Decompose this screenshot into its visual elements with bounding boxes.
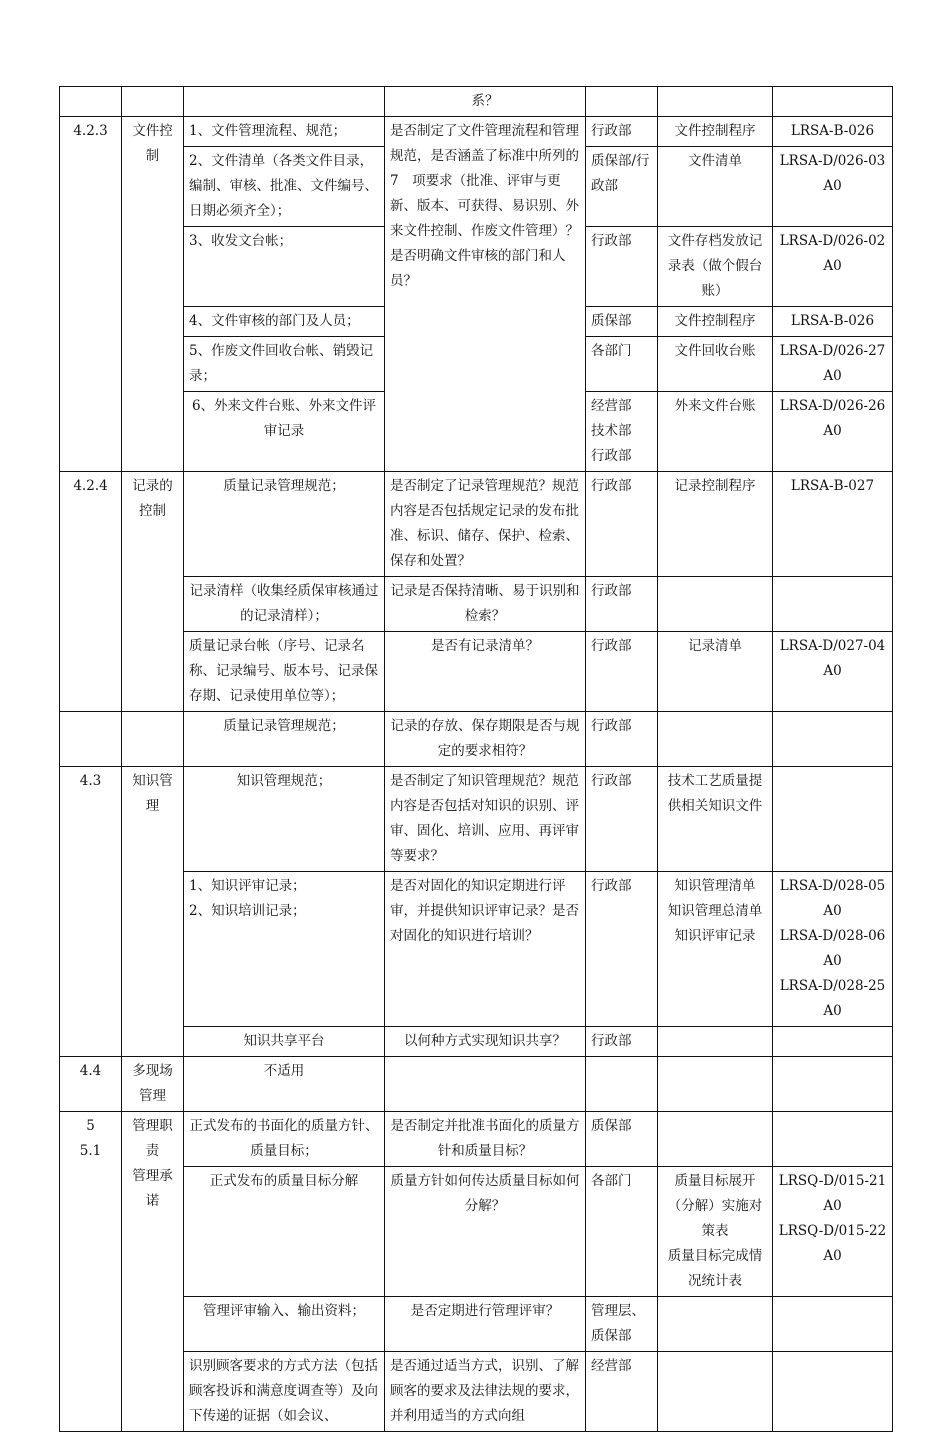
clause-item: 文件控制 — [122, 117, 184, 472]
department-cell: 行政部 — [586, 472, 658, 577]
clause-item — [122, 1112, 184, 1432]
clause-item: 多现场管理 — [122, 1057, 184, 1112]
clause-item-line: 管理职责 — [132, 1118, 173, 1159]
record-cell — [658, 577, 773, 632]
department-line: 行政部 — [591, 448, 632, 464]
table-row — [60, 712, 893, 767]
evidence-cell: 2、文件清单（各类文件目录，编制、审核、批准、文件编号、日期必须齐全）； — [184, 147, 385, 227]
clause-line: 5 — [86, 1118, 95, 1134]
question-cell: 是否制定了记录管理规范？规范内容是否包括规定记录的发布批准、标识、储存、保护、检索、保存和处置？ — [385, 472, 586, 577]
department-cell: 各部门 — [586, 337, 658, 392]
department-cell: 行政部 — [586, 1027, 658, 1057]
evidence-cell: 不适用 — [184, 1057, 385, 1112]
table-row — [60, 1112, 893, 1167]
clause-line: 5.1 — [79, 1143, 102, 1159]
evidence-cell: 3、收发文台帐； — [184, 227, 385, 307]
table-row — [60, 872, 893, 1027]
record-cell: 外来文件台账 — [658, 392, 773, 472]
record-line: 知识评审记录 — [674, 928, 756, 944]
department-cell: 行政部 — [586, 577, 658, 632]
question-cell: 系？ — [385, 87, 586, 117]
clause-item: 记录的控制 — [122, 472, 184, 712]
code-cell — [773, 872, 893, 1027]
evidence-cell: 质量记录台帐（序号、记录名称、记录编号、版本号、记录保存期、记录使用单位等）； — [184, 632, 385, 712]
evidence-cell: 正式发布的书面化的质量方针、质量目标； — [184, 1112, 385, 1167]
evidence-cell — [184, 872, 385, 1027]
clause-number: 4.3 — [60, 767, 122, 1057]
clause-item-line: 管理承诺 — [132, 1168, 173, 1209]
code-cell: LRSA-D/026-26 A0 — [773, 392, 893, 472]
evidence-cell: 质量记录管理规范； — [184, 712, 385, 767]
evidence-cell: 识别顾客要求的方式方法（包括顾客投诉和满意度调查等）及向下传递的证据（如会议、 — [184, 1352, 385, 1432]
department-cell: 行政部 — [586, 117, 658, 147]
evidence-line: 2、知识培训记录； — [189, 903, 306, 919]
code-cell — [773, 1167, 893, 1297]
table-row — [60, 767, 893, 872]
record-cell: 记录清单 — [658, 632, 773, 712]
department-cell: 行政部 — [586, 767, 658, 872]
code-line: LRSA-D/028-06 A0 — [779, 928, 886, 969]
department-cell: 管理层、质保部 — [586, 1297, 658, 1352]
department-cell: 经营部 — [586, 1352, 658, 1432]
question-cell: 质量方针如何传达质量目标如何分解？ — [385, 1167, 586, 1297]
record-line: 知识管理总清单 — [667, 903, 763, 919]
record-line: 质量目标完成情况统计表 — [667, 1248, 763, 1289]
code-cell: LRSA-D/026-03 A0 — [773, 147, 893, 227]
code-line: LRSQ-D/015-22 A0 — [778, 1223, 887, 1264]
question-cell: 是否对固化的知识定期进行评审，并提供知识评审记录？是否对固化的知识进行培训？ — [385, 872, 586, 1027]
code-cell — [773, 767, 893, 872]
department-cell — [586, 392, 658, 472]
code-cell: LRSA-B-026 — [773, 117, 893, 147]
record-cell: 文件控制程序 — [658, 117, 773, 147]
department-cell: 行政部 — [586, 227, 658, 307]
table-row — [60, 472, 893, 577]
record-cell: 文件存档发放记录表（做个假台账） — [658, 227, 773, 307]
department-cell: 质保部/行政部 — [586, 147, 658, 227]
clause-number — [60, 1112, 122, 1432]
code-cell: LRSA-B-027 — [773, 472, 893, 577]
clause-number: 4.2.4 — [60, 472, 122, 712]
code-cell: LRSA-B-026 — [773, 307, 893, 337]
question-cell: 记录的存放、保存期限是否与规定的要求相符？ — [385, 712, 586, 767]
table-row — [60, 1057, 893, 1112]
evidence-cell: 5、作废文件回收台帐、销毁记录； — [184, 337, 385, 392]
department-cell: 各部门 — [586, 1167, 658, 1297]
table-row — [60, 1352, 893, 1432]
record-line: 知识管理清单 — [674, 878, 756, 894]
record-cell: 文件清单 — [658, 147, 773, 227]
table-row — [60, 1167, 893, 1297]
department-line: 经营部 — [591, 398, 632, 414]
code-cell: LRSA-D/027-04 A0 — [773, 632, 893, 712]
evidence-line: 1、知识评审记录； — [189, 878, 306, 894]
code-line: LRSA-D/028-05 A0 — [779, 878, 886, 919]
table-row — [60, 117, 893, 147]
table-row — [60, 577, 893, 632]
department-cell: 行政部 — [586, 632, 658, 712]
table-row — [60, 87, 893, 117]
code-line: LRSQ-D/015-21 A0 — [778, 1173, 887, 1214]
question-cell: 是否通过适当方式，识别、了解顾客的要求及法律法规的要求，并利用适当的方式向组 — [385, 1352, 586, 1432]
evidence-cell: 4、文件审核的部门及人员； — [184, 307, 385, 337]
department-cell: 质保部 — [586, 307, 658, 337]
code-line: LRSA-D/028-25 A0 — [779, 978, 886, 1019]
code-cell: LRSA-D/026-27 A0 — [773, 337, 893, 392]
code-cell — [773, 577, 893, 632]
record-cell — [658, 1167, 773, 1297]
table-row — [60, 632, 893, 712]
department-cell: 行政部 — [586, 872, 658, 1027]
question-cell: 是否制定了文件管理流程和管理规范，是否涵盖了标准中所列的7 项要求（批准、评审与更新、版本、可获得、易识别、外来文件控制、作废文件管理）？是否明确文件审核的部门和人员？ — [385, 117, 586, 472]
table-row — [60, 1027, 893, 1057]
evidence-cell: 知识共享平台 — [184, 1027, 385, 1057]
evidence-cell: 质量记录管理规范； — [184, 472, 385, 577]
record-cell: 记录控制程序 — [658, 472, 773, 577]
evidence-cell: 正式发布的质量目标分解 — [184, 1167, 385, 1297]
question-cell: 是否制定并批准书面化的质量方针和质量目标？ — [385, 1112, 586, 1167]
question-cell: 是否定期进行管理评审？ — [385, 1297, 586, 1352]
clause-number: 4.2.3 — [60, 117, 122, 472]
record-cell — [658, 872, 773, 1027]
evidence-cell: 记录清样（收集经质保审核通过的记录清样）； — [184, 577, 385, 632]
clause-number: 4.4 — [60, 1057, 122, 1112]
record-line: 质量目标展开（分解）实施对策表 — [667, 1173, 763, 1239]
question-cell: 记录是否保持清晰、易于识别和检索？ — [385, 577, 586, 632]
question-cell: 是否有记录清单？ — [385, 632, 586, 712]
evidence-cell: 知识管理规范； — [184, 767, 385, 872]
clause-item: 知识管理 — [122, 767, 184, 1057]
evidence-cell: 6、外来文件台账、外来文件评审记录 — [184, 392, 385, 472]
code-cell: LRSA-D/026-02 A0 — [773, 227, 893, 307]
record-cell: 文件控制程序 — [658, 307, 773, 337]
question-cell: 是否制定了知识管理规范？规范内容是否包括对知识的识别、评审、固化、培训、应用、再评审等要求？ — [385, 767, 586, 872]
record-cell: 技术工艺质量提供相关知识文件 — [658, 767, 773, 872]
record-cell: 文件回收台账 — [658, 337, 773, 392]
department-cell: 质保部 — [586, 1112, 658, 1167]
evidence-cell: 管理评审输入、输出资料； — [184, 1297, 385, 1352]
evidence-cell: 1、文件管理流程、规范； — [184, 117, 385, 147]
question-cell: 以何种方式实现知识共享？ — [385, 1027, 586, 1057]
department-line: 技术部 — [591, 423, 632, 439]
table-row — [60, 1297, 893, 1352]
audit-checklist-table — [59, 86, 893, 1432]
department-cell: 行政部 — [586, 712, 658, 767]
